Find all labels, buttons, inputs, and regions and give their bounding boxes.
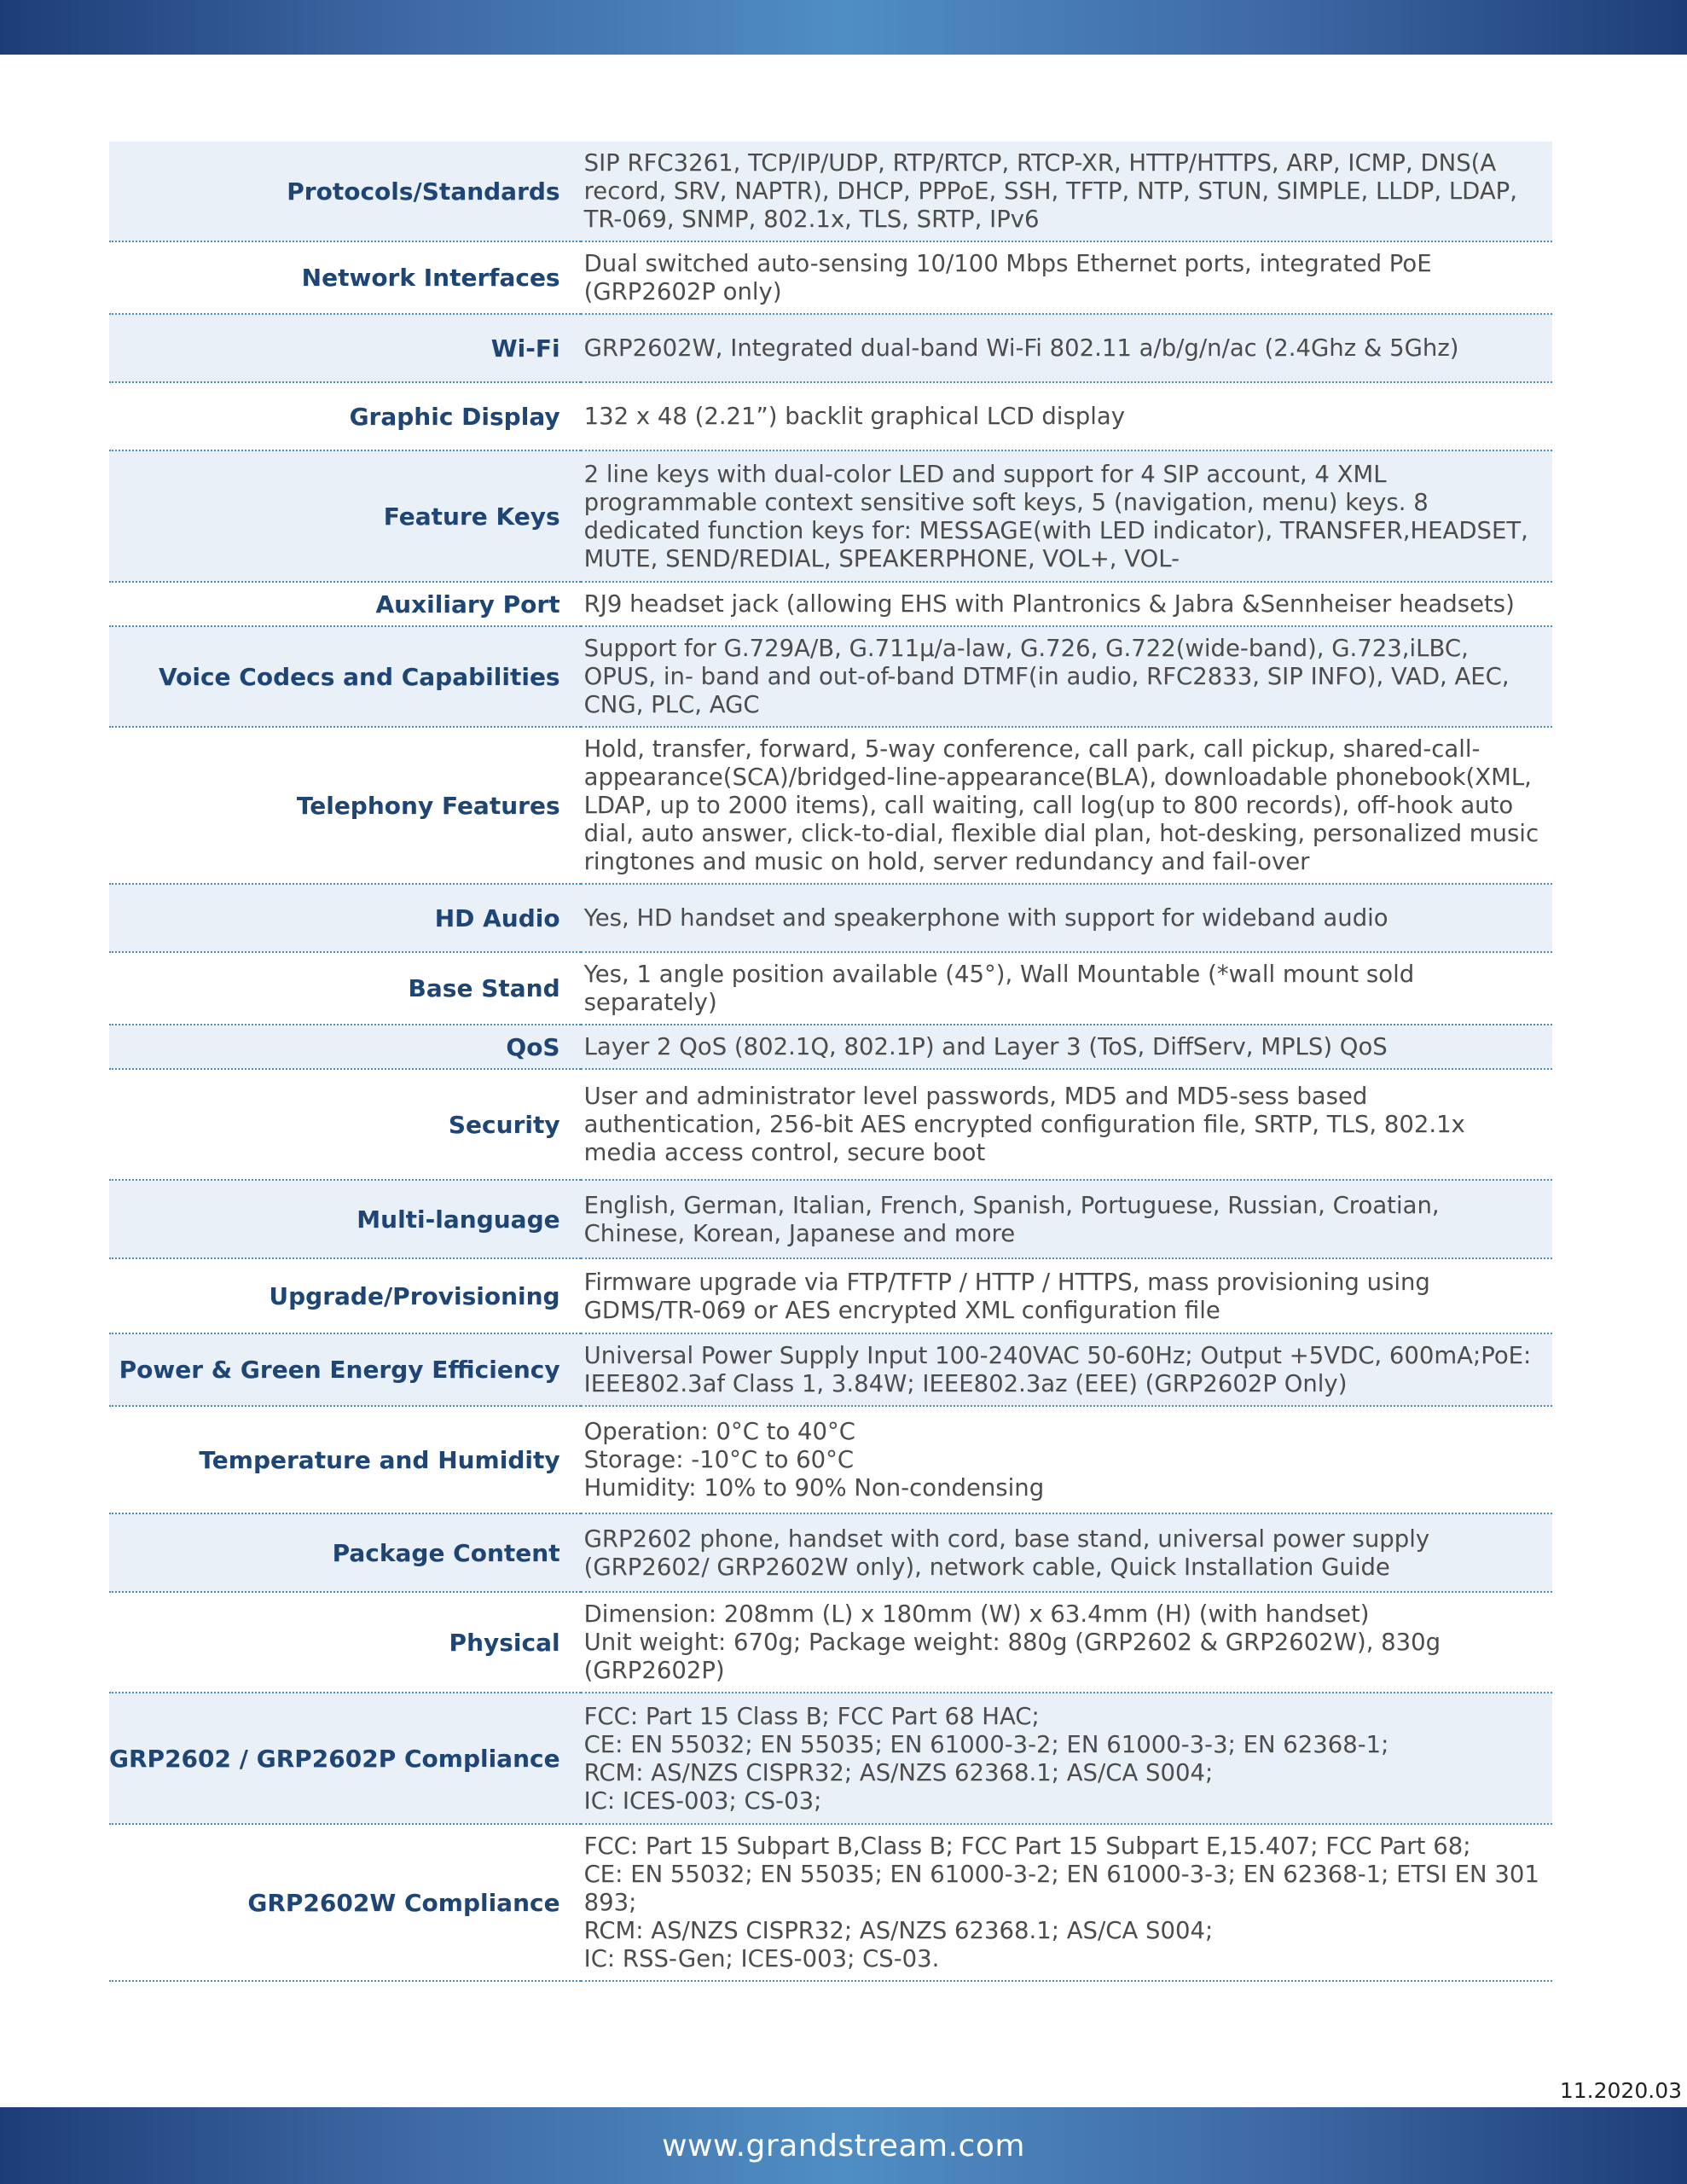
spec-label: Package Content	[332, 1538, 560, 1567]
spec-label: GRP2602 / GRP2602P Compliance	[109, 1744, 560, 1773]
spec-value-line: Yes, HD handset and speakerphone with support for wideband audio	[583, 904, 1388, 932]
spec-label: Security	[448, 1110, 560, 1139]
spec-label: Network Interfaces	[301, 264, 560, 292]
spec-value-line: GRP2602 phone, handset with cord, base stand, universal power supply (GRP2602/ GRP2602W only), network cable, Quick Installation Guide	[583, 1525, 1430, 1581]
spec-value	[581, 241, 1552, 314]
spec-value-line: CE: EN 55032; EN 55035; EN 61000-3-2; EN 61000-3-3; EN 62368-1;	[583, 1730, 1389, 1758]
spec-value	[581, 382, 1552, 450]
spec-row	[109, 727, 1552, 884]
spec-value-line: Storage: -10°C to 60°C	[583, 1446, 855, 1473]
spec-value-line: 2 line keys with dual-color LED and support for 4 SIP account, 4 XML programmable context sensitive soft keys, 5 (navigation, menu) keys. 8 dedicated function keys for: MESSAGE(with LED indicator), TRANSFER,HEADSET, MUTE, SEND/REDIAL, SPEAKERPHONE, VOL+, VOL-	[583, 460, 1528, 572]
spec-table	[109, 142, 1552, 1982]
spec-label: Power & Green Energy Efficiency	[119, 1356, 560, 1384]
spec-label: QoS	[506, 1032, 560, 1061]
spec-value-line: Humidity: 10% to 90% Non-condensing	[583, 1474, 1045, 1502]
spec-value	[581, 952, 1552, 1025]
spec-label: Multi-language	[357, 1205, 560, 1234]
spec-value-line: RCM: AS/NZS CISPR32; AS/NZS 62368.1; AS/CA S004;	[583, 1917, 1214, 1944]
spec-row	[109, 1693, 1552, 1824]
spec-label: Protocols/Standards	[287, 177, 560, 206]
spec-row	[109, 1513, 1552, 1592]
spec-value-line: Hold, transfer, forward, 5-way conference, call park, call pickup, shared-call-appearance(SCA)/bridged-line-appearance(BLA), downloadable phonebook(XML, LDAP, up to 2000 items), call waiting, call log(up to 800 records), off-hook auto dial, auto answer, click-to-dial, flexible dial plan, hot-desking, personalized music ringtones and music on hold, server redundancy and fail-over	[583, 735, 1539, 875]
spec-value-line: Yes, 1 angle position available (45°), Wall Mountable (*wall mount sold separately)	[583, 961, 1415, 1016]
spec-row	[109, 626, 1552, 727]
spec-value-line: FCC: Part 15 Class B; FCC Part 68 HAC;	[583, 1702, 1040, 1730]
spec-label: HD Audio	[434, 903, 560, 932]
spec-label: Graphic Display	[349, 402, 560, 431]
spec-row	[109, 1333, 1552, 1406]
spec-row	[109, 1069, 1552, 1180]
spec-value-line: English, German, Italian, French, Spanish, Portuguese, Russian, Croatian, Chinese, Korean, Japanese and more	[583, 1191, 1440, 1247]
spec-label: Auxiliary Port	[375, 590, 560, 619]
spec-value	[581, 1513, 1552, 1592]
spec-row	[109, 884, 1552, 952]
spec-value-line: RCM: AS/NZS CISPR32; AS/NZS 62368.1; AS/CA S004;	[583, 1758, 1214, 1786]
spec-value-line: CE: EN 55032; EN 55035; EN 61000-3-2; EN 61000-3-3; EN 62368-1; ETSI EN 301 893;	[583, 1861, 1539, 1916]
spec-value-line: Firmware upgrade via FTP/TFTP / HTTP / HTTPS, mass provisioning using GDMS/TR-069 or AES encrypted XML configuration file	[583, 1268, 1430, 1324]
spec-label: Base Stand	[408, 974, 560, 1002]
spec-value-line: Dual switched auto-sensing 10/100 Mbps Ethernet ports, integrated PoE (GRP2602P only)	[583, 250, 1432, 305]
spec-value	[581, 1180, 1552, 1258]
spec-value	[581, 1025, 1552, 1069]
spec-value-line: SIP RFC3261, TCP/IP/UDP, RTP/RTCP, RTCP-XR, HTTP/HTTPS, ARP, ICMP, DNS(A record, SRV, NAPTR), DHCP, PPPoE, SSH, TFTP, NTP, STUN, SIMPLE, LLDP, LDAP, TR-069, SNMP, 802.1x, TLS, SRTP, IPv6	[583, 149, 1517, 233]
spec-value	[581, 626, 1552, 727]
header-banner	[0, 0, 1687, 55]
spec-value-line: Support for G.729A/B, G.711µ/a-law, G.726, G.722(wide-band), G.723,iLBC, OPUS, in- band and out-of-band DTMF(in audio, RFC2833, SIP INFO), VAD, AEC, CNG, PLC, AGC	[583, 635, 1510, 718]
spec-value	[581, 314, 1552, 382]
spec-value-line: GRP2602W, Integrated dual-band Wi-Fi 802.11 a/b/g/n/ac (2.4Ghz & 5Ghz)	[583, 334, 1459, 362]
spec-value-line: Universal Power Supply Input 100-240VAC 50-60Hz; Output +5VDC, 600mA;PoE: IEEE802.3af Class 1, 3.84W; IEEE802.3az (EEE) (GRP2602P Only)	[583, 1342, 1532, 1397]
spec-row	[109, 382, 1552, 450]
spec-row	[109, 314, 1552, 382]
spec-value-line: 132 x 48 (2.21”) backlit graphical LCD display	[583, 403, 1126, 430]
spec-value-line: Unit weight: 670g; Package weight: 880g (GRP2602 & GRP2602W), 830g (GRP2602P)	[583, 1629, 1441, 1684]
spec-label: Telephony Features	[296, 791, 560, 820]
spec-label: GRP2602W Compliance	[247, 1888, 560, 1917]
spec-value	[581, 1333, 1552, 1406]
spec-row	[109, 241, 1552, 314]
spec-value	[581, 1693, 1552, 1824]
spec-row	[109, 1592, 1552, 1693]
spec-label: Temperature and Humidity	[199, 1445, 560, 1474]
footer-banner	[0, 2107, 1687, 2184]
spec-value	[581, 1406, 1552, 1513]
spec-value-line: User and administrator level passwords, MD5 and MD5-sess based authentication, 256-bit AES encrypted configuration file, SRTP, TLS, 802.1x media access control, secure boot	[583, 1083, 1465, 1166]
spec-value	[581, 1258, 1552, 1333]
spec-value-line: Layer 2 QoS (802.1Q, 802.1P) and Layer 3 (ToS, DiffServ, MPLS) QoS	[583, 1033, 1388, 1060]
spec-value-line: Dimension: 208mm (L) x 180mm (W) x 63.4mm (H) (with handset)	[583, 1600, 1370, 1628]
spec-label: Voice Codecs and Capabilities	[158, 662, 560, 691]
spec-label: Upgrade/Provisioning	[269, 1281, 560, 1310]
spec-value-line: FCC: Part 15 Subpart B,Class B; FCC Part 15 Subpart E,15.407; FCC Part 68;	[583, 1833, 1471, 1860]
spec-row	[109, 582, 1552, 626]
spec-row	[109, 1025, 1552, 1069]
spec-value-line: RJ9 headset jack (allowing EHS with Plantronics & Jabra &Sennheiser headsets)	[583, 590, 1515, 618]
spec-label: Physical	[449, 1628, 560, 1657]
spec-row	[109, 1258, 1552, 1333]
footer-website-link[interactable]: www.grandstream.com	[662, 2128, 1025, 2164]
spec-value	[581, 1592, 1552, 1693]
spec-row	[109, 952, 1552, 1025]
spec-value	[581, 727, 1552, 884]
spec-row	[109, 142, 1552, 241]
spec-value	[581, 884, 1552, 952]
spec-value	[581, 1824, 1552, 1981]
spec-label: Wi-Fi	[490, 334, 560, 363]
spec-value-line: IC: ICES-003; CS-03;	[583, 1786, 822, 1815]
spec-row	[109, 1180, 1552, 1258]
spec-value	[581, 582, 1552, 626]
spec-row	[109, 450, 1552, 582]
spec-value-line: IC: RSS-Gen; ICES-003; CS-03.	[583, 1945, 940, 1972]
spec-row	[109, 1406, 1552, 1513]
spec-label: Feature Keys	[383, 502, 560, 531]
spec-row	[109, 1824, 1552, 1981]
spec-value	[581, 1069, 1552, 1180]
spec-value	[581, 142, 1552, 241]
spec-value	[581, 450, 1552, 582]
spec-table-body	[109, 142, 1552, 1981]
spec-value-line: Operation: 0°C to 40°C	[583, 1418, 855, 1445]
document-version: 11.2020.03	[1559, 2078, 1682, 2103]
